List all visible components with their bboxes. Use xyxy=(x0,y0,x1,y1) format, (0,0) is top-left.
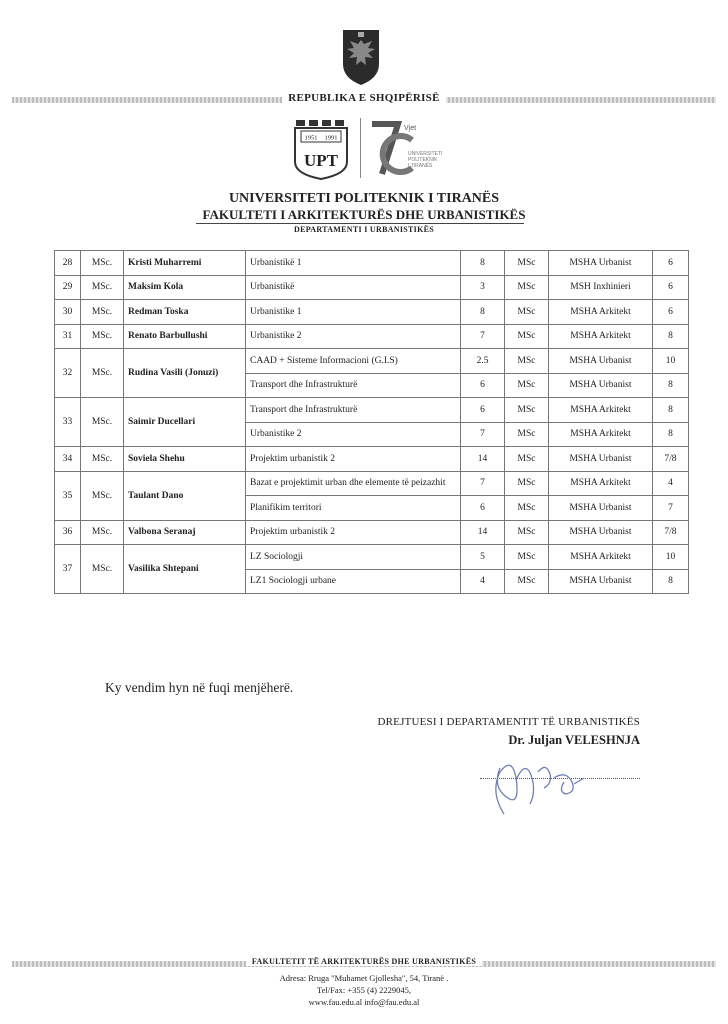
cell-program: MSH Inxhinieri xyxy=(549,275,653,300)
cell-subject: Transport dhe Infrastrukturë xyxy=(246,398,461,423)
cell-subject: CAAD + Sisteme Informacioni (G.I.S) xyxy=(246,349,461,374)
table-row xyxy=(55,520,689,545)
anniversary-line3: I TIRANËS xyxy=(408,163,433,169)
results-table-body xyxy=(55,251,689,594)
cell-name: Redman Toska xyxy=(124,300,246,325)
cell-credits: 14 xyxy=(461,447,505,472)
cell-credits: 4 xyxy=(461,569,505,594)
cell-no: 30 xyxy=(55,300,81,325)
cell-name: Taulant Dano xyxy=(124,471,246,520)
cell-grade: 10 xyxy=(653,545,689,570)
table-row xyxy=(55,398,689,423)
decision-statement: Ky vendim hyn në fuqi menjëherë. xyxy=(105,680,294,695)
cell-grade: 6 xyxy=(653,300,689,325)
cell-no: 36 xyxy=(55,520,81,545)
cell-subject: Urbanistike 2 xyxy=(246,324,461,349)
cell-credits: 2.5 xyxy=(461,349,505,374)
cell-name: Valbona Seranaj xyxy=(124,520,246,545)
cell-credits: 5 xyxy=(461,545,505,570)
footer-web: www.fau.edu.al info@fau.edu.al xyxy=(308,997,420,1007)
cell-subject: Projektim urbanistik 2 xyxy=(246,447,461,472)
cell-grade: 8 xyxy=(653,373,689,398)
cell-credits: 7 xyxy=(461,324,505,349)
upt-logo-letters: UPT xyxy=(304,151,338,170)
cell-degree: MSc. xyxy=(81,471,124,520)
table-row xyxy=(55,275,689,300)
table-row xyxy=(55,300,689,325)
anniversary-line1: UNIVERSITETI xyxy=(408,151,443,157)
cell-subject: Urbanistikë 1 xyxy=(246,251,461,276)
cell-degree: MSc. xyxy=(81,251,124,276)
cell-tdeg: MSc xyxy=(505,496,549,521)
cell-name: Rudina Vasili (Jonuzi) xyxy=(124,349,246,398)
logo-separator xyxy=(360,118,361,178)
cell-subject: LZ Sociologji xyxy=(246,545,461,570)
cell-program: MSHA Urbanist xyxy=(549,373,653,398)
cell-credits: 14 xyxy=(461,520,505,545)
cell-subject: Urbanistikë xyxy=(246,275,461,300)
cell-tdeg: MSc xyxy=(505,447,549,472)
albania-emblem-icon xyxy=(340,28,382,86)
footer-phone: Tel/Fax: +355 (4) 2229045, xyxy=(317,985,411,995)
cell-degree: MSc. xyxy=(81,300,124,325)
cell-credits: 7 xyxy=(461,471,505,496)
cell-subject: Transport dhe Infrastrukturë xyxy=(246,373,461,398)
table-row xyxy=(55,349,689,374)
cell-tdeg: MSc xyxy=(505,545,549,570)
cell-program: MSHA Urbanist xyxy=(549,251,653,276)
cell-no: 29 xyxy=(55,275,81,300)
table-row xyxy=(55,324,689,349)
cell-grade: 6 xyxy=(653,275,689,300)
cell-subject: Bazat e projektimit urban dhe elemente të peizazhit xyxy=(246,471,461,496)
cell-grade: 7/8 xyxy=(653,447,689,472)
cell-program: MSHA Urbanist xyxy=(549,349,653,374)
cell-tdeg: MSc xyxy=(505,275,549,300)
cell-tdeg: MSc xyxy=(505,398,549,423)
cell-program: MSHA Arkitekt xyxy=(549,300,653,325)
cell-no: 35 xyxy=(55,471,81,520)
cell-subject: Urbanistike 2 xyxy=(246,422,461,447)
cell-name: Soviela Shehu xyxy=(124,447,246,472)
cell-tdeg: MSc xyxy=(505,520,549,545)
cell-credits: 6 xyxy=(461,496,505,521)
anniversary-70-logo-icon xyxy=(368,118,448,180)
signatory-name: Dr. Juljan VELESHNJA xyxy=(508,733,640,747)
header-divider xyxy=(196,223,524,224)
cell-credits: 6 xyxy=(461,398,505,423)
upt-logo-icon xyxy=(292,118,350,180)
cell-grade: 4 xyxy=(653,471,689,496)
cell-no: 37 xyxy=(55,545,81,594)
cell-credits: 8 xyxy=(461,300,505,325)
cell-degree: MSc. xyxy=(81,324,124,349)
cell-program: MSHA Urbanist xyxy=(549,569,653,594)
cell-program: MSHA Arkitekt xyxy=(549,422,653,447)
republic-title: REPUBLIKA E SHQIPËRISË xyxy=(282,92,445,104)
table-row xyxy=(55,251,689,276)
cell-grade: 8 xyxy=(653,398,689,423)
cell-tdeg: MSc xyxy=(505,471,549,496)
cell-no: 28 xyxy=(55,251,81,276)
cell-grade: 10 xyxy=(653,349,689,374)
university-title: UNIVERSITETI POLITEKNIK I TIRANËS xyxy=(228,191,500,206)
upt-logo-year-left: 1951 xyxy=(304,134,318,142)
cell-program: MSHA Arkitekt xyxy=(549,471,653,496)
cell-grade: 6 xyxy=(653,251,689,276)
cell-program: MSHA Urbanist xyxy=(549,496,653,521)
cell-tdeg: MSc xyxy=(505,373,549,398)
anniversary-sub: Vjet xyxy=(404,125,417,132)
cell-degree: MSc. xyxy=(81,520,124,545)
cell-subject: Planifikim territori xyxy=(246,496,461,521)
cell-tdeg: MSc xyxy=(505,251,549,276)
cell-tdeg: MSc xyxy=(505,324,549,349)
cell-tdeg: MSc xyxy=(505,569,549,594)
table-row xyxy=(55,545,689,570)
table-row xyxy=(55,447,689,472)
cell-name: Vasilika Shtepani xyxy=(124,545,246,594)
cell-tdeg: MSc xyxy=(505,300,549,325)
cell-degree: MSc. xyxy=(81,545,124,594)
handwritten-signature-icon xyxy=(470,748,590,820)
cell-credits: 6 xyxy=(461,373,505,398)
cell-name: Kristi Muharremi xyxy=(124,251,246,276)
cell-degree: MSc. xyxy=(81,349,124,398)
cell-degree: MSc. xyxy=(81,398,124,447)
cell-grade: 7/8 xyxy=(653,520,689,545)
cell-program: MSHA Arkitekt xyxy=(549,545,653,570)
cell-program: MSHA Arkitekt xyxy=(549,324,653,349)
cell-degree: MSc. xyxy=(81,447,124,472)
cell-program: MSHA Urbanist xyxy=(549,520,653,545)
anniversary-line2: POLITEKNIK xyxy=(408,157,438,163)
cell-no: 33 xyxy=(55,398,81,447)
cell-subject: Projektim urbanistik 2 xyxy=(246,520,461,545)
cell-program: MSHA Urbanist xyxy=(549,447,653,472)
results-table xyxy=(54,250,689,594)
cell-program: MSHA Arkitekt xyxy=(549,398,653,423)
signatory-title: DREJTUESI I DEPARTAMENTIT TË URBANISTIKËS xyxy=(377,716,640,728)
department-title: DEPARTAMENTI I URBANISTIKËS xyxy=(294,225,434,234)
cell-no: 31 xyxy=(55,324,81,349)
cell-name: Maksim Kola xyxy=(124,275,246,300)
cell-tdeg: MSc xyxy=(505,349,549,374)
cell-grade: 8 xyxy=(653,569,689,594)
cell-subject: Urbanistike 1 xyxy=(246,300,461,325)
cell-grade: 8 xyxy=(653,324,689,349)
upt-logo-year-right: 1991 xyxy=(324,134,338,142)
footer-address: Adresa: Rruga "Muhamet Gjollesha", 54, Tiranë . xyxy=(279,973,449,983)
cell-credits: 3 xyxy=(461,275,505,300)
cell-tdeg: MSc xyxy=(505,422,549,447)
cell-grade: 7 xyxy=(653,496,689,521)
cell-degree: MSc. xyxy=(81,275,124,300)
cell-subject: LZ1 Sociologji urbane xyxy=(246,569,461,594)
cell-credits: 7 xyxy=(461,422,505,447)
cell-name: Saimir Ducellari xyxy=(124,398,246,447)
footer-title: FAKULTETIT TË ARKITEKTURËS DHE URBANISTIKËS xyxy=(246,957,482,966)
cell-no: 34 xyxy=(55,447,81,472)
cell-grade: 8 xyxy=(653,422,689,447)
cell-no: 32 xyxy=(55,349,81,398)
cell-credits: 8 xyxy=(461,251,505,276)
faculty-title: FAKULTETI I ARKITEKTURËS DHE URBANISTIKËS xyxy=(202,207,526,222)
table-row xyxy=(55,471,689,496)
cell-name: Renato Barbullushi xyxy=(124,324,246,349)
